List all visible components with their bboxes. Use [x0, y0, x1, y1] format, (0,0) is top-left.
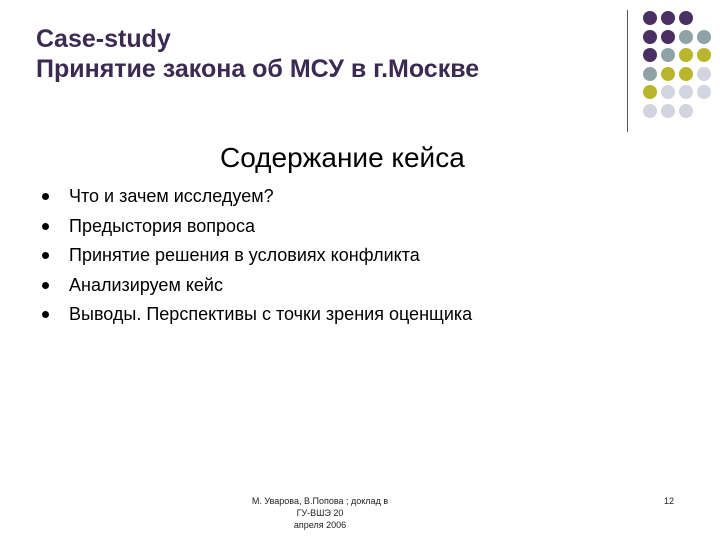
bullet-text: Выводы. Перспективы с точки зрения оценщика	[69, 304, 473, 324]
bullet-list	[42, 182, 472, 330]
decorative-dot	[643, 30, 657, 44]
decorative-dot	[679, 67, 693, 81]
decorative-dot	[679, 48, 693, 62]
section-heading: Содержание кейса	[220, 142, 465, 173]
title-divider	[627, 10, 628, 132]
decorative-dot	[679, 11, 693, 25]
bullet-text: Анализируем кейс	[69, 274, 223, 295]
decorative-dot	[661, 67, 675, 81]
bullet-dot-icon	[42, 252, 49, 259]
decorative-dot	[697, 85, 711, 99]
bullet-item	[42, 182, 472, 212]
decorative-dot	[679, 104, 693, 118]
decorative-dot	[697, 67, 711, 81]
decorative-dot	[643, 11, 657, 25]
decorative-dot	[643, 85, 657, 99]
bullet-item	[42, 271, 472, 301]
decorative-dot	[661, 11, 675, 25]
bullet-dot-icon	[42, 223, 49, 230]
slide-title-line-1: Case-study	[36, 25, 171, 53]
bullet-text: Что и зачем исследуем?	[69, 186, 274, 206]
bullet-item	[42, 241, 472, 271]
footer-citation	[250, 495, 390, 531]
decorative-dot	[697, 48, 711, 62]
bullet-dot-icon	[42, 311, 49, 318]
decorative-dot	[679, 85, 693, 99]
page-number: 12	[664, 496, 675, 506]
bullet-dot-icon	[42, 193, 49, 200]
decorative-dot	[661, 30, 675, 44]
decorative-dot	[661, 48, 675, 62]
decorative-dot	[697, 30, 711, 44]
slide-title	[36, 24, 596, 84]
footer-citation-line-2: апреля 2006	[293, 520, 347, 530]
bullet-text: Предыстория вопроса	[69, 215, 256, 236]
slide-title-line-2: Принятие закона об МСУ в г.Москве	[36, 55, 480, 83]
decorative-dot	[679, 30, 693, 44]
bullet-item	[42, 300, 472, 330]
decorative-dot	[661, 85, 675, 99]
bullet-item	[42, 212, 472, 242]
bullet-text: Принятие решения в условиях конфликта	[69, 245, 420, 265]
footer-citation-line-1: М. Уварова, В.Попова ; доклад в ГУ-ВШЭ 20	[251, 496, 389, 518]
bullet-dot-icon	[42, 282, 49, 289]
decorative-dot	[643, 67, 657, 81]
decorative-dot	[643, 104, 657, 118]
decorative-dot	[643, 48, 657, 62]
decorative-dot	[661, 104, 675, 118]
